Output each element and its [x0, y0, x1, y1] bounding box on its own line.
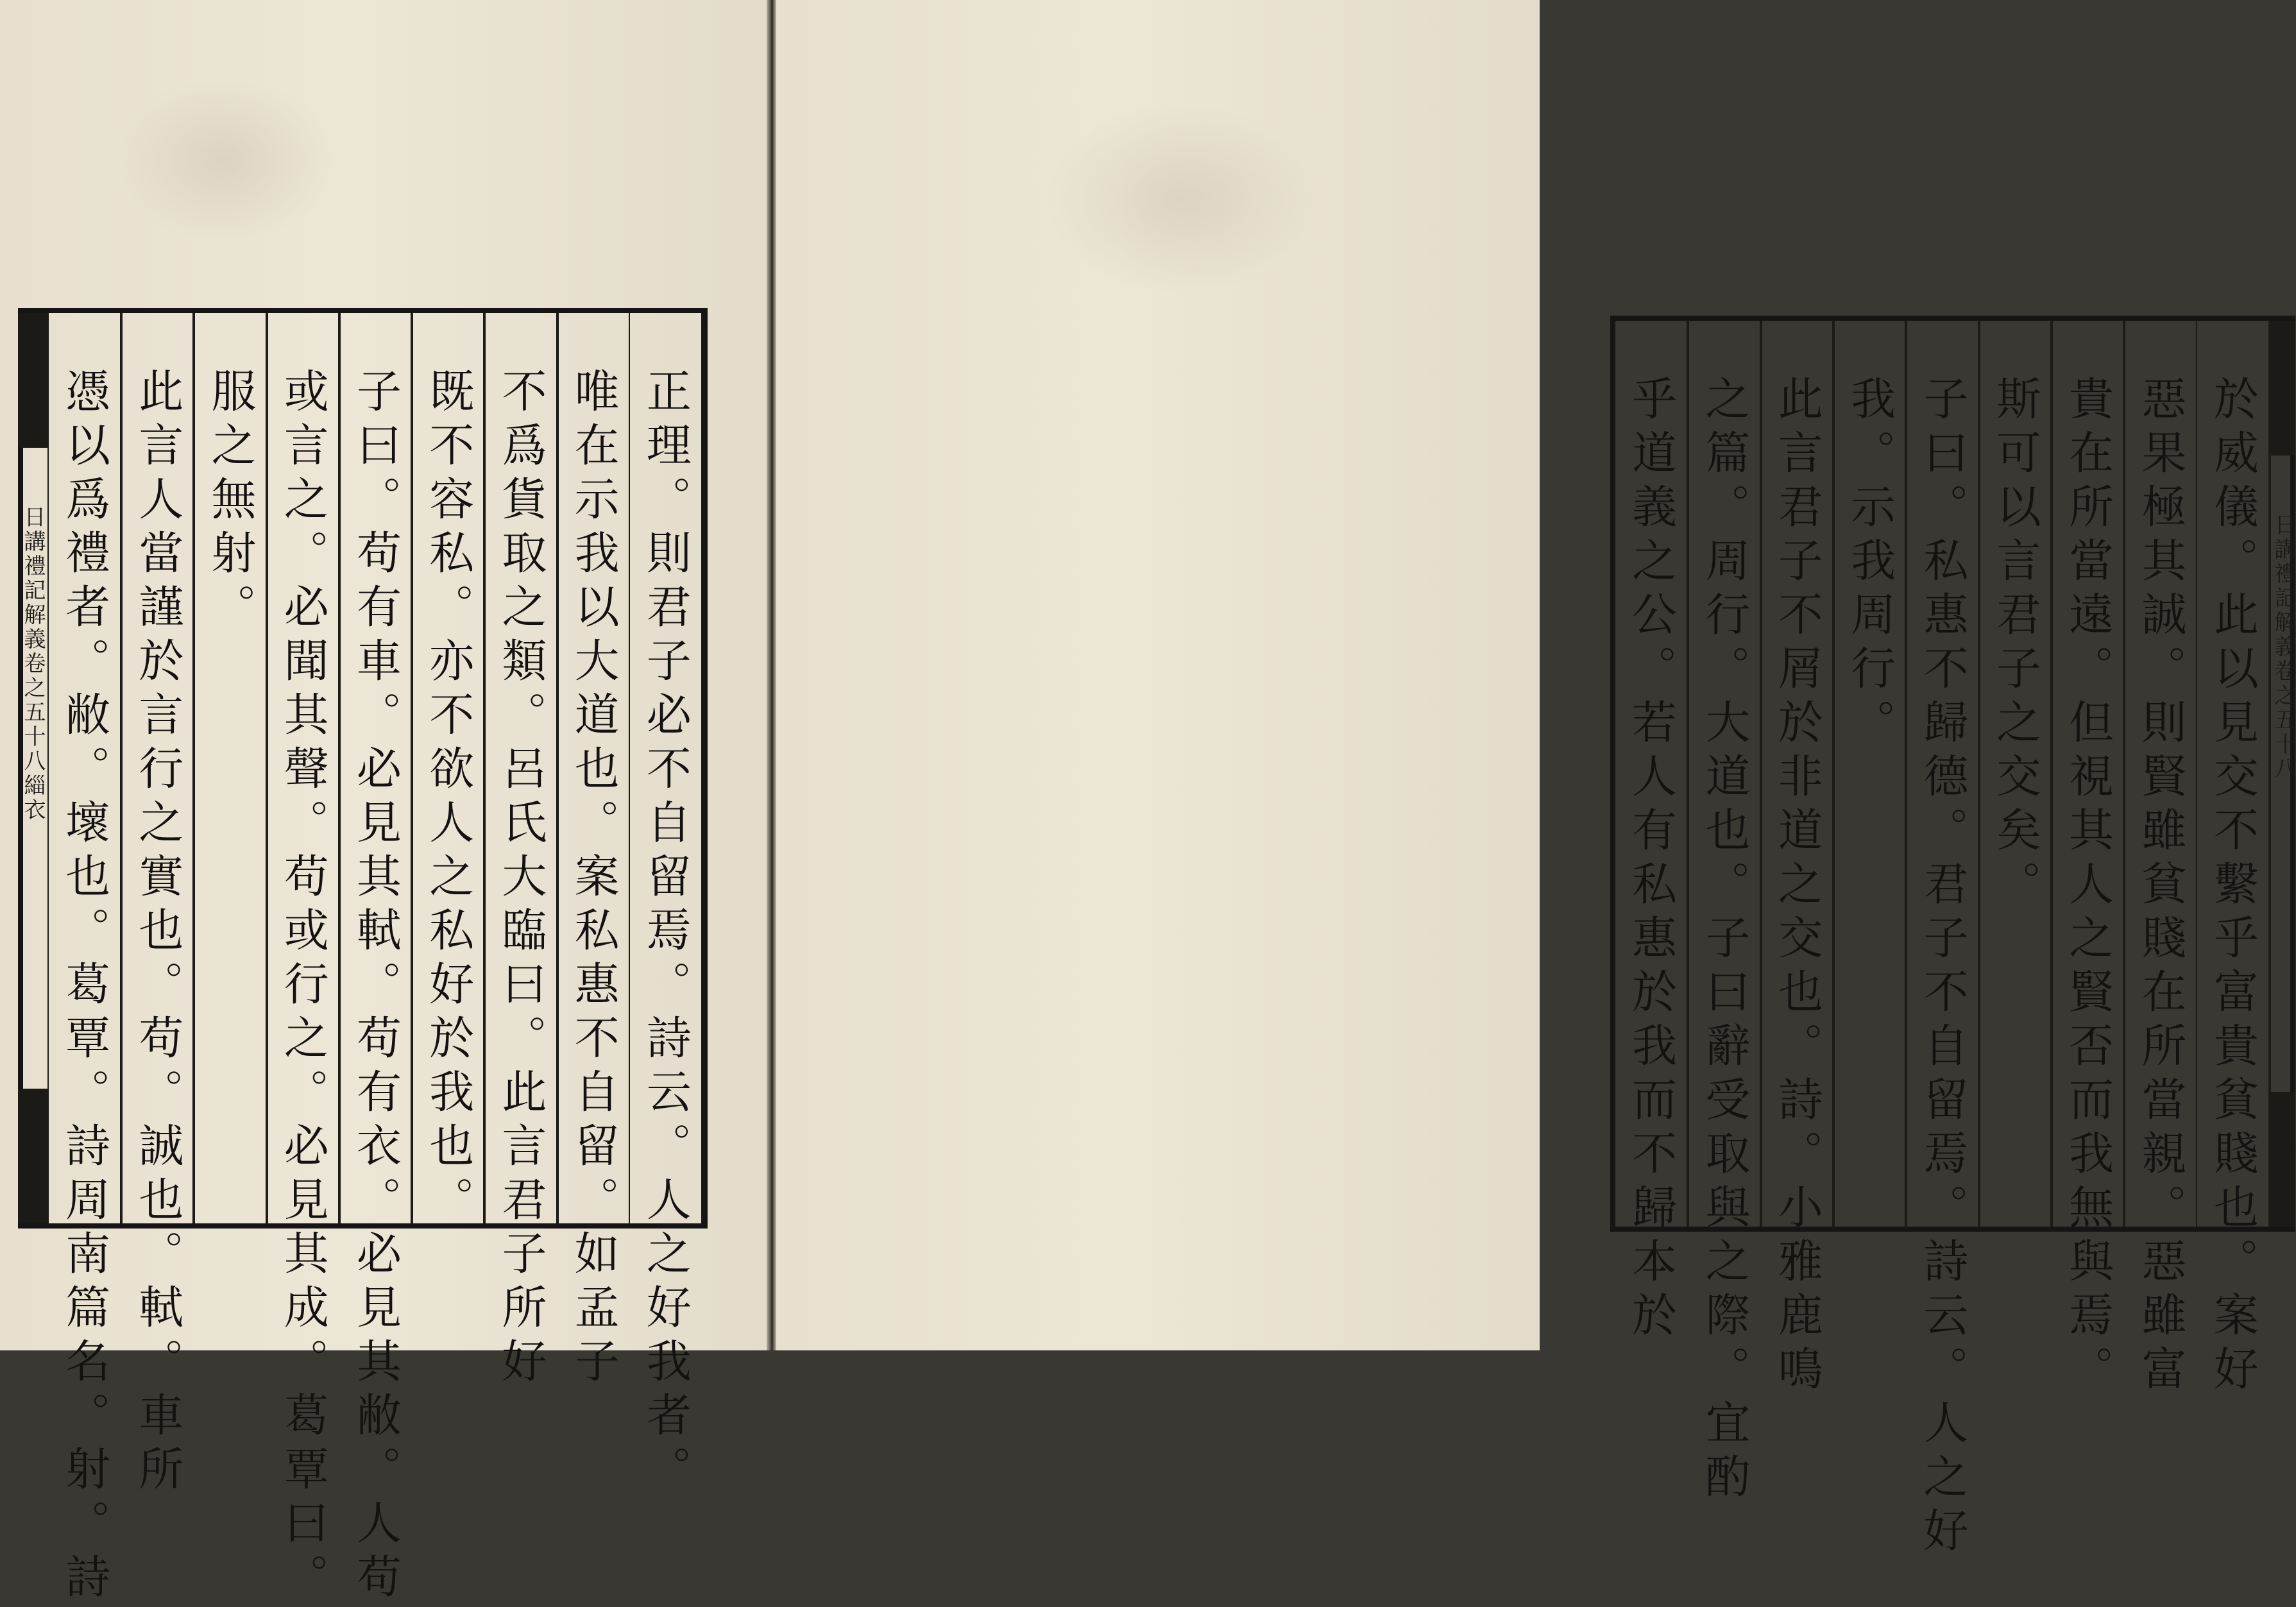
text-column	[1761, 321, 1833, 1399]
text-column	[121, 313, 194, 1499]
right-page-frame	[1610, 316, 2296, 1561]
column-text: 唯在示我以大道也。案私惠不自留。如孟子	[567, 368, 620, 1391]
left-page	[0, 0, 767, 1607]
left-banxin	[18, 313, 49, 1223]
left-page-frame	[18, 308, 708, 1607]
black-fishtail-bottom	[18, 1089, 47, 1223]
text-column	[557, 313, 630, 1391]
text-column	[2124, 321, 2197, 1399]
text-column	[267, 313, 339, 1607]
book-gutter	[767, 0, 776, 1350]
left-banxin-title: 日講禮記解義卷之五十八緇衣	[20, 506, 46, 822]
column-text: 於威儀。此以見交不繫乎富貴貧賤也。案好	[2206, 375, 2259, 1399]
text-column	[412, 313, 484, 1230]
text-column	[630, 313, 702, 1499]
column-text: 子曰。苟有車。必見其軾。苟有衣。必見其敝。人苟	[349, 368, 402, 1607]
text-column	[2052, 321, 2124, 1399]
text-column	[1979, 321, 2052, 1227]
text-column	[1688, 321, 1760, 1507]
column-text: 貴在所當遠。但視其人之賢否而我無與焉。	[2061, 375, 2114, 1399]
column-text: 憑以爲禮者。敝。壞也。葛覃。詩周南篇名。射。詩	[58, 368, 111, 1607]
text-column	[484, 313, 557, 1391]
black-fishtail-bottom	[2271, 1092, 2295, 1227]
column-text: 服之無射。	[204, 368, 257, 637]
black-fishtail-top	[18, 313, 47, 448]
text-column	[1906, 321, 1978, 1561]
text-column	[1833, 321, 1906, 1227]
column-text: 此言君子不屑於非道之交也。詩。小雅鹿鳴	[1771, 375, 1824, 1399]
column-text: 子曰。私惠不歸德。君子不自留焉。詩云。人之好	[1916, 375, 1969, 1561]
column-text: 惡果極其誠。則賢雖貧賤在所當親。惡雖富	[2134, 375, 2187, 1399]
column-text: 斯可以言君子之交矣。	[1989, 375, 2042, 914]
right-banxin-title: 日講禮記解義卷之五十八	[2270, 513, 2296, 781]
column-text: 乎道義之公。若人有私惠於我而不歸本於	[1624, 375, 1678, 1345]
column-text: 既不容私。亦不欲人之私好於我也。	[421, 368, 475, 1230]
column-text: 正理。則君子必不自留焉。詩云。人之好我者。	[639, 368, 692, 1499]
black-fishtail-top	[2271, 321, 2295, 455]
text-column	[339, 313, 412, 1607]
text-column	[2197, 321, 2270, 1399]
column-text: 之篇。周行。大道也。子曰辭受取與之際。宜酌	[1697, 375, 1751, 1507]
text-column	[49, 313, 121, 1607]
column-text: 不爲貨取之類。呂氏大臨曰。此言君子所好	[494, 368, 547, 1391]
right-banxin	[2270, 321, 2295, 1227]
column-text: 此言人當謹於言行之實也。苟。誠也。軾。車所	[131, 368, 184, 1499]
column-text: 或言之。必聞其聲。苟或行之。必見其成。葛覃曰。	[276, 368, 330, 1607]
text-column	[1615, 321, 1688, 1345]
right-page	[776, 0, 2296, 1561]
column-text: 我。示我周行。	[1843, 375, 1896, 752]
text-column	[194, 313, 266, 1223]
